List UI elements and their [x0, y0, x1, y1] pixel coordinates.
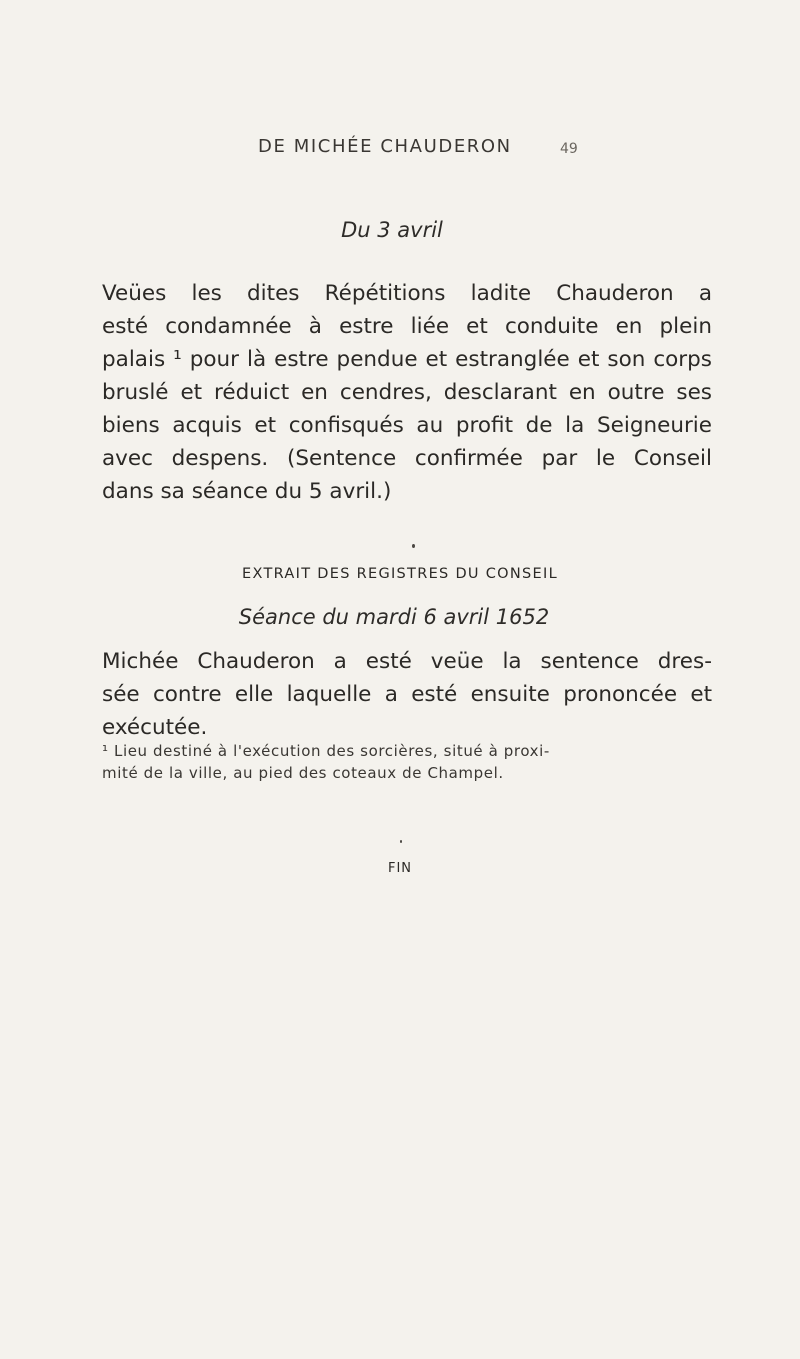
text-line: avec despens. (Sentence confirmée par le Conseil: [102, 446, 712, 471]
paragraph-execution: [102, 645, 712, 744]
section-date-heading: Du 3 avril: [341, 218, 443, 242]
text-line: exécutée.: [102, 715, 208, 740]
text-line: sée contre elle laquelle a esté ensuite prononcée et: [102, 682, 712, 707]
footnote-line: mité de la ville, au pied des coteaux de Champel.: [102, 764, 504, 782]
footnote: [102, 740, 712, 784]
running-head: [0, 136, 800, 166]
text-line: Michée Chauderon a esté veüe la sentence dres-: [102, 649, 712, 674]
footnote-line: ¹ Lieu destiné à l'exécution des sorcières, situé à proxi-: [102, 742, 550, 760]
paragraph-sentence: [102, 277, 712, 508]
text-line: esté condamnée à estre liée et conduite en plein: [102, 314, 712, 339]
ink-speck: [412, 544, 415, 548]
text-line: palais ¹ pour là estre pendue et estranglée et son corps: [102, 347, 712, 372]
text-line: bruslé et réduict en cendres, desclarant en outre ses: [102, 380, 712, 405]
running-title: DE MICHÉE CHAUDERON: [258, 136, 512, 157]
text-line: dans sa séance du 5 avril.): [102, 479, 392, 504]
ink-speck: [400, 840, 402, 843]
end-marker: FIN: [387, 861, 413, 876]
page-number: 49: [560, 141, 578, 157]
text-line: biens acquis et confisqués au profit de la Seigneurie: [102, 413, 712, 438]
text-line: Veües les dites Répétitions ladite Chauderon a: [102, 281, 712, 306]
session-heading: Séance du mardi 6 avril 1652: [238, 605, 550, 629]
extract-heading: EXTRAIT DES REGISTRES DU CONSEIL: [242, 566, 558, 582]
